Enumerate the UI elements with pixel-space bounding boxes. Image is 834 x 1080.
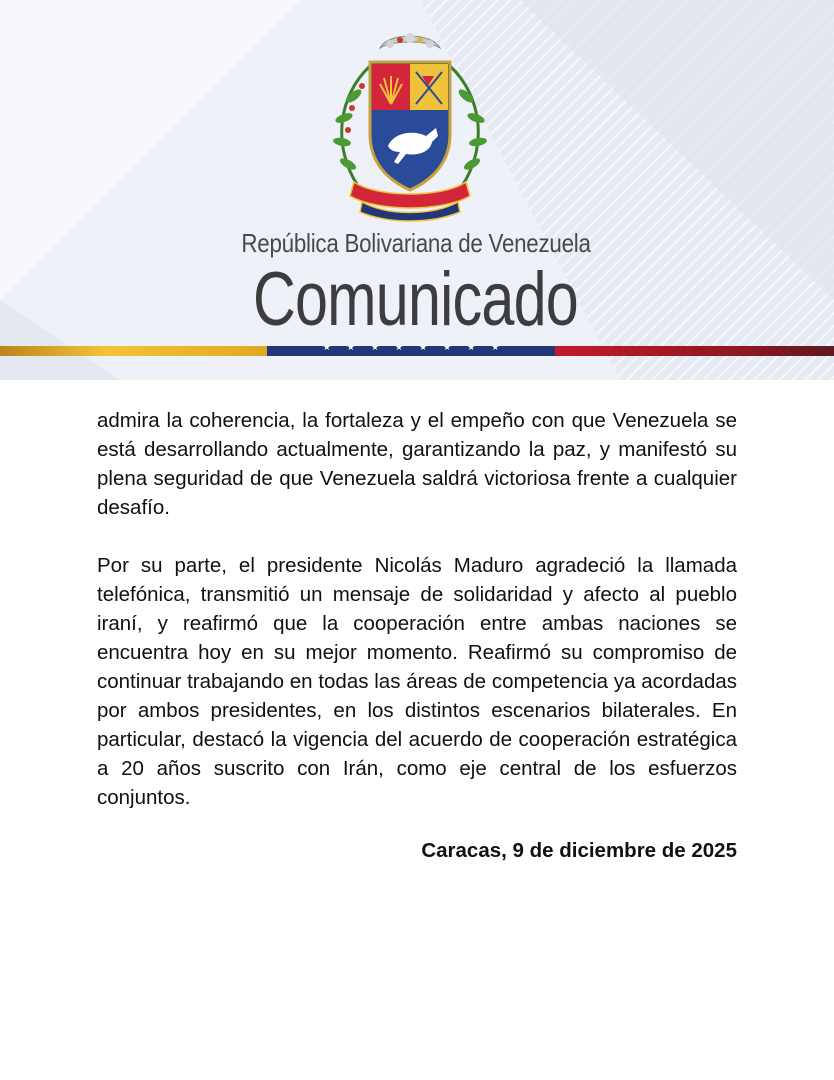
- stars-row-icon: ★★★★★★★★: [322, 343, 516, 353]
- page-title: Comunicado: [252, 257, 578, 342]
- band-yellow: [0, 346, 267, 356]
- place-and-date: Caracas, 9 de diciembre de 2025: [421, 839, 737, 862]
- body-paragraph: admira la coherencia, la fortaleza y el empeño con que Venezuela se está desarrollando actualmente, garantizando la paz, y manifestó su plena seguridad de que Venezuela saldrá victoriosa frente a cualquier desafío.: [97, 409, 737, 519]
- body-paragraph: Por su parte, el presidente Nicolás Maduro agradeció la llamada telefónica, transmitió un mensaje de solidaridad y afecto al pueblo iraní, y reafirmó que la cooperación entre ambas naciones se encuentra hoy en su mejor momento. Reafirmó su compromiso de continuar trabajando en todas las áreas de competencia ya acordadas por ambos presidentes, en los distintos escenarios bilaterales. En particular, destacó la vigencia del acuerdo de cooperación estratégica a 20 años suscrito con Irán, como eje central de los esfuerzos conjuntos.: [97, 554, 737, 809]
- coat-of-arms-icon: [318, 26, 502, 224]
- band-blue: [267, 343, 555, 356]
- country-name: República Bolivariana de Venezuela: [241, 228, 591, 258]
- communique-body: [97, 406, 737, 812]
- communique-header: [0, 0, 834, 380]
- band-red: [555, 346, 834, 356]
- flag-color-band: [0, 343, 834, 356]
